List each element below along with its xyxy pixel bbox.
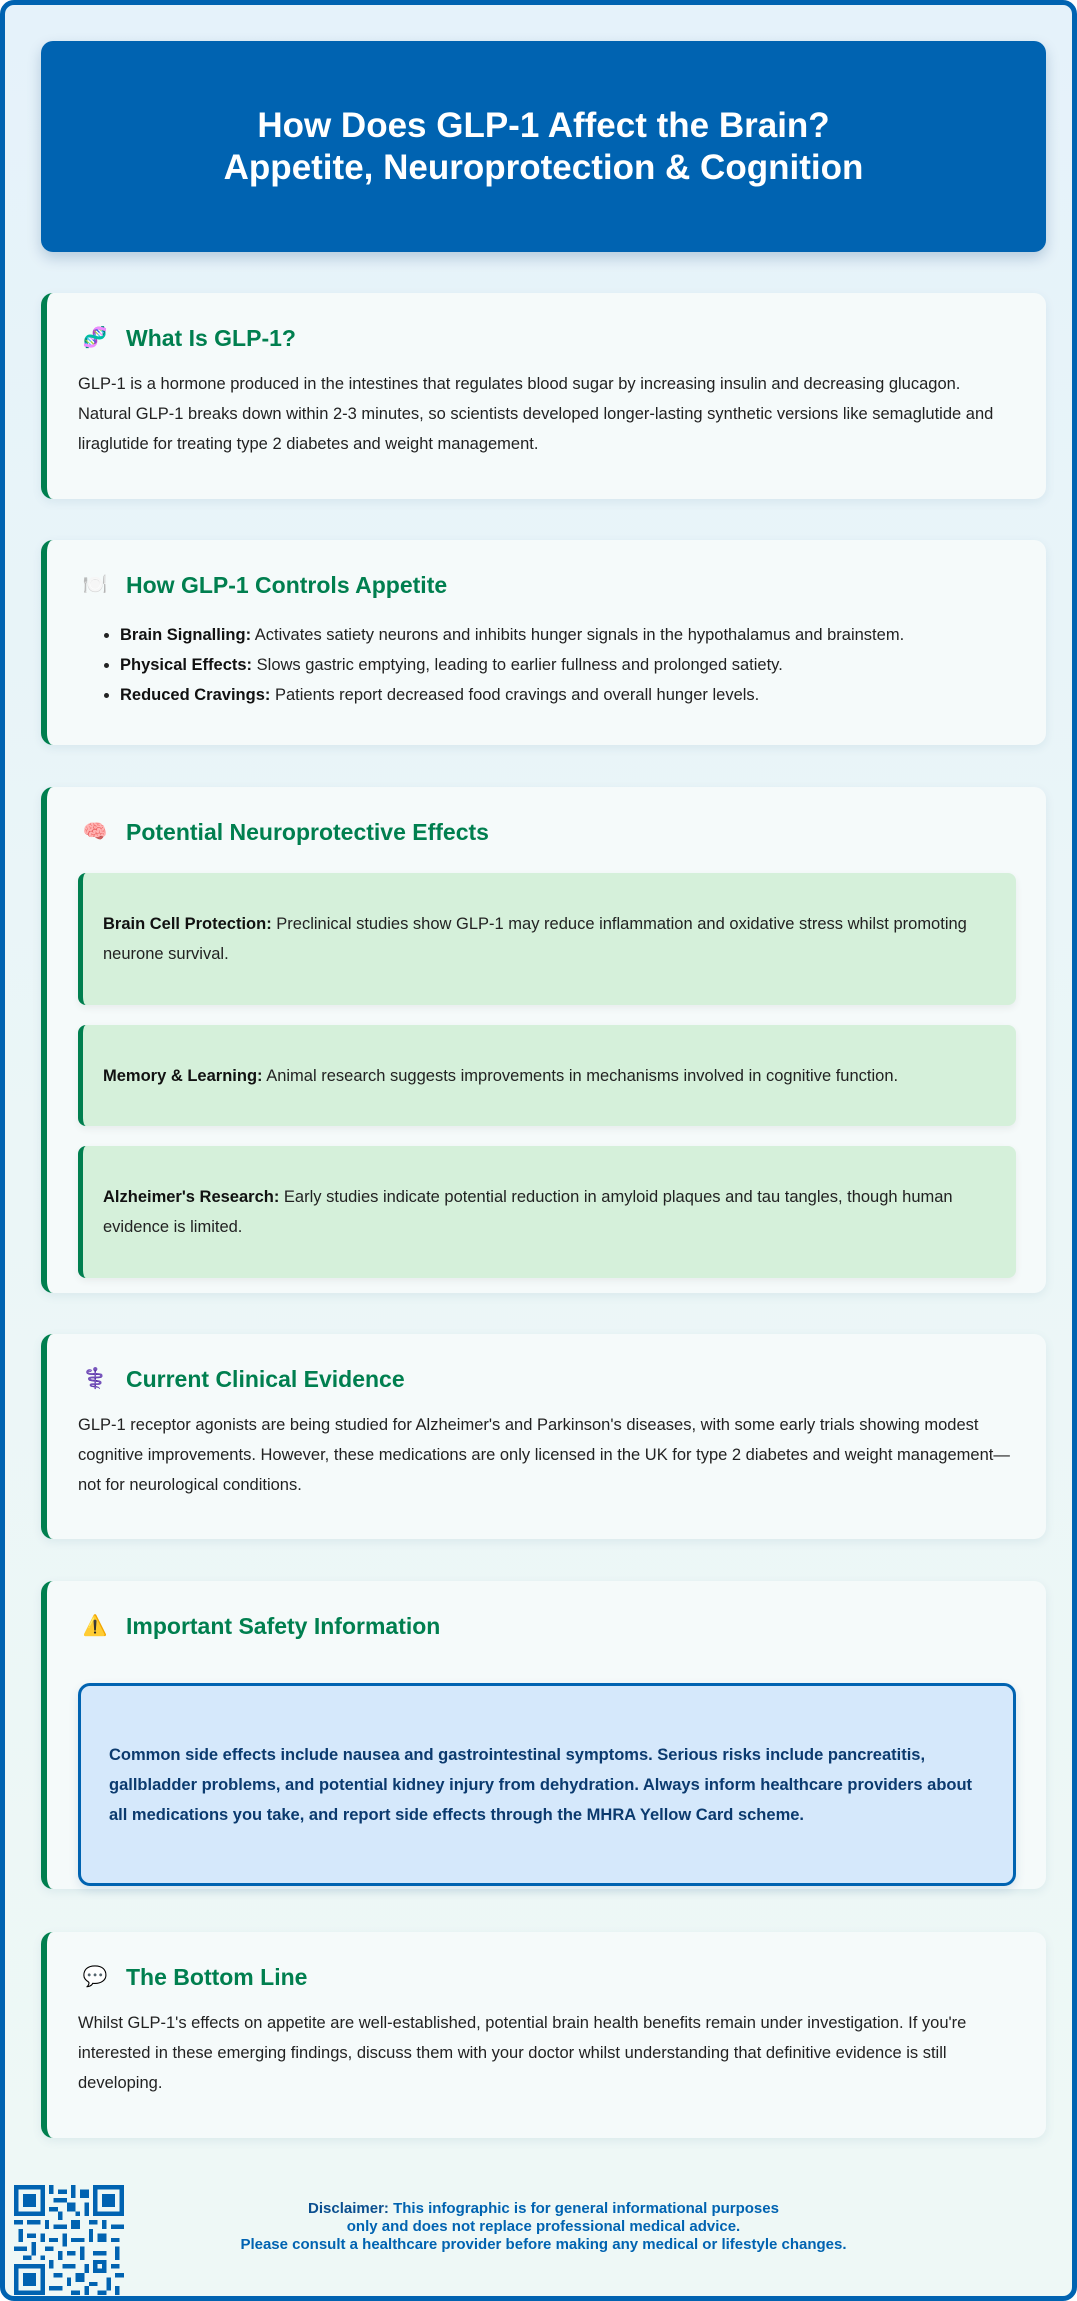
- section-clinical-evidence: [41, 1334, 1046, 1539]
- section-bottom-line: [41, 1932, 1046, 2138]
- list-item-text: Slows gastric emptying, leading to earlier fullness and prolonged satiety.: [252, 656, 783, 674]
- safety-alert-text: Common side effects include nausea and gastrointestinal symptoms. Serious risks include pancreatitis, gallbladder problems, and potential kidney injury from dehydration. Always inform healthcare providers about all medications you take, and report side effects through the MHRA Yellow Card scheme.: [109, 1745, 973, 1824]
- section-title: Important Safety Information: [126, 1612, 441, 1639]
- card-text: Early studies indicate potential reduction in amyloid plaques and tau tangles, though human evidence is limited.: [103, 1188, 953, 1236]
- disclaimer-label: Disclaimer:: [308, 2200, 389, 2217]
- card-label: Alzheimer's Research:: [103, 1188, 280, 1206]
- section-title: The Bottom Line: [126, 1963, 308, 1990]
- page-title: How Does GLP-1 Affect the Brain? Appetite, Neuroprotection & Cognition: [223, 105, 864, 187]
- card-label: Memory & Learning:: [103, 1066, 263, 1085]
- safety-alert-box: [78, 1683, 1016, 1886]
- list-item: [120, 650, 1016, 680]
- info-card-brain-cell-protection: [78, 873, 1016, 1005]
- appetite-list: [78, 620, 1016, 710]
- dna-icon: 🧬: [82, 327, 108, 349]
- section-title: How GLP-1 Controls Appetite: [126, 571, 448, 598]
- footer-disclaimer: [155, 2200, 932, 2254]
- plate-cutlery-icon: 🍽️: [82, 574, 108, 596]
- disclaimer-line-3: Please consult a healthcare provider before making any medical or lifestyle changes.: [240, 2236, 847, 2253]
- medical-staff-icon: ⚕️: [82, 1368, 108, 1390]
- section-what-is-glp1: [41, 293, 1046, 499]
- qr-code-icon[interactable]: [14, 2185, 124, 2295]
- section-appetite: [41, 540, 1046, 745]
- header-banner: [41, 41, 1046, 252]
- disclaimer-line-2: only and does not replace professional medical advice.: [346, 2218, 741, 2235]
- section-body: GLP-1 receptor agonists are being studied for Alzheimer's and Parkinson's diseases, with some early trials showing modest cognitive improvements. However, these medications are only licensed in the UK for type 2 diabetes and weight management—not for neurological conditions.: [78, 1416, 1010, 1494]
- section-body: Whilst GLP-1's effects on appetite are well-established, potential brain health benefits remain under investigation. If you're interested in these emerging findings, discuss them with your doctor whilst understanding that definitive evidence is still developing.: [78, 2014, 967, 2092]
- section-title: Current Clinical Evidence: [126, 1365, 405, 1392]
- section-safety: [41, 1581, 1046, 1889]
- section-neuroprotective: [41, 787, 1046, 1293]
- list-item-text: Activates satiety neurons and inhibits hunger signals in the hypothalamus and brainstem.: [251, 626, 905, 644]
- card-text: Animal research suggests improvements in mechanisms involved in cognitive function.: [262, 1066, 899, 1085]
- card-text: Preclinical studies show GLP-1 may reduce inflammation and oxidative stress whilst promoting neurone survival.: [103, 915, 967, 963]
- list-item-text: Patients report decreased food cravings and overall hunger levels.: [270, 686, 760, 704]
- section-title: What Is GLP-1?: [126, 324, 296, 351]
- info-card-alzheimers-research: [78, 1146, 1016, 1278]
- disclaimer-line-1: This infographic is for general informational purposes: [388, 2200, 779, 2217]
- list-item-label: Reduced Cravings:: [120, 686, 271, 704]
- brain-icon: 🧠: [82, 821, 108, 843]
- list-item: [120, 680, 1016, 710]
- list-item-label: Brain Signalling:: [120, 626, 252, 644]
- list-item: [120, 620, 1016, 650]
- speech-bubble-icon: 💬: [82, 1966, 108, 1988]
- section-body: GLP-1 is a hormone produced in the intestines that regulates blood sugar by increasing insulin and decreasing glucagon. Natural GLP-1 breaks down within 2-3 minutes, so scientists developed longer-lasting synthetic versions like semaglutide and liraglutide for treating type 2 diabetes and weight management.: [78, 375, 994, 453]
- warning-icon: ⚠️: [82, 1615, 108, 1637]
- section-title: Potential Neuroprotective Effects: [126, 818, 489, 845]
- card-label: Brain Cell Protection:: [103, 915, 272, 933]
- info-card-memory-learning: [78, 1025, 1016, 1126]
- list-item-label: Physical Effects:: [120, 656, 253, 674]
